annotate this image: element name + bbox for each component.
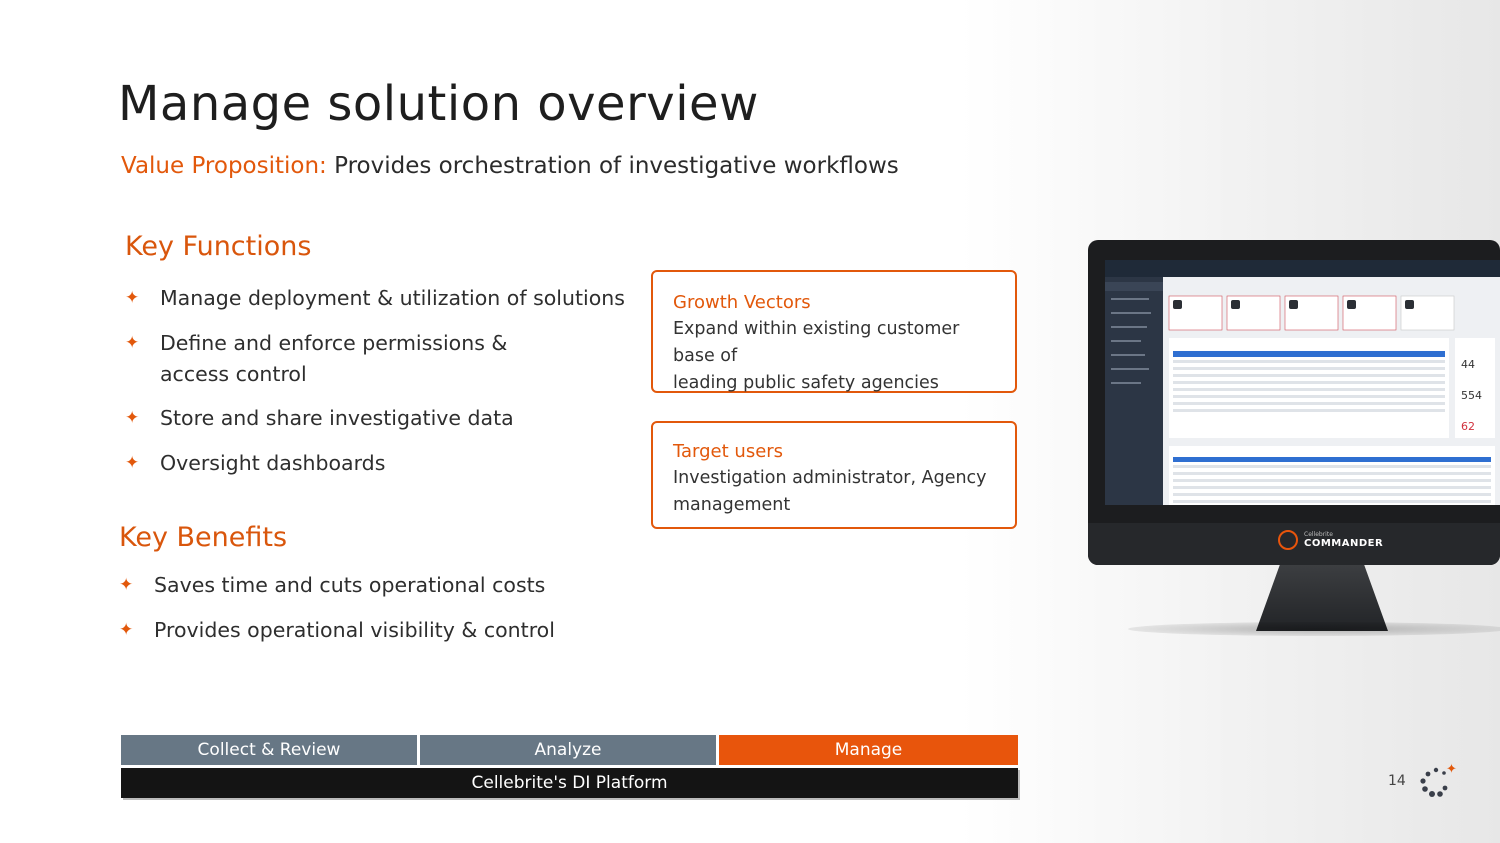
target-users-body — [673, 465, 1003, 519]
value-proposition-label: Value Proposition: — [121, 153, 327, 179]
commander-monitor-illustration — [1088, 240, 1500, 640]
commander-brand-big: COMMANDER — [1304, 538, 1384, 549]
star-bullet-icon: ✦ — [125, 288, 140, 308]
platform-segments — [121, 735, 1018, 765]
target-users-title: Target users — [673, 441, 784, 462]
stat-total-extractions: 554 — [1461, 389, 1482, 402]
star-bullet-icon: ✦ — [125, 408, 140, 428]
value-proposition — [121, 153, 899, 179]
key-function-line: access control — [160, 362, 307, 386]
stat-managed-products: 44 — [1461, 358, 1475, 371]
key-function-text — [160, 328, 507, 390]
commander-logo-icon — [1278, 530, 1298, 550]
key-function-text: Store and share investigative data — [160, 406, 514, 430]
platform-diagram — [121, 735, 1018, 798]
segment-manage: Manage — [719, 735, 1018, 765]
growth-vectors-body — [673, 316, 1003, 397]
key-function-line: Define and enforce permissions & — [160, 331, 508, 355]
key-function-item — [125, 403, 514, 434]
cellebrite-logo-icon — [1414, 760, 1462, 800]
star-bullet-icon: ✦ — [125, 453, 140, 473]
growth-vectors-title: Growth Vectors — [673, 292, 811, 313]
star-bullet-icon: ✦ — [119, 620, 134, 640]
commander-logo — [1278, 530, 1383, 550]
page-number: 14 — [1388, 773, 1406, 789]
key-function-text: Oversight dashboards — [160, 451, 386, 475]
monitor-shadow — [1128, 622, 1500, 636]
growth-vectors-line: leading public safety agencies — [673, 373, 939, 393]
dashboard-screenshot — [1105, 260, 1500, 505]
key-function-text: Manage deployment & utilization of solutions — [160, 286, 625, 310]
target-users-card — [651, 421, 1017, 529]
growth-vectors-line: Expand within existing customer base of — [673, 319, 960, 366]
key-benefit-item — [119, 570, 545, 601]
stat-alerts: 62 — [1461, 420, 1475, 433]
target-users-line: management — [673, 495, 791, 515]
key-function-item — [125, 328, 507, 390]
key-functions-heading: Key Functions — [125, 231, 312, 262]
value-proposition-text: Provides orchestration of investigative workflows — [326, 153, 899, 179]
key-benefits-heading: Key Benefits — [119, 522, 288, 553]
star-bullet-icon: ✦ — [125, 333, 140, 353]
growth-vectors-card — [651, 270, 1017, 393]
key-function-item — [125, 283, 625, 314]
key-benefit-text: Saves time and cuts operational costs — [154, 573, 546, 597]
commander-brand-small: Cellebrite — [1304, 531, 1333, 538]
key-benefit-text: Provides operational visibility & control — [154, 618, 555, 642]
key-benefit-item — [119, 615, 555, 646]
segment-analyze: Analyze — [420, 735, 716, 765]
target-users-line: Investigation administrator, Agency — [673, 468, 987, 488]
slide-title: Manage solution overview — [118, 76, 759, 132]
svg-text:✦: ✦ — [1446, 762, 1457, 777]
monitor-screen — [1105, 260, 1500, 505]
star-bullet-icon: ✦ — [119, 575, 134, 595]
key-function-item — [125, 448, 385, 479]
segment-collect-review: Collect & Review — [121, 735, 417, 765]
commander-logo-text — [1304, 531, 1383, 549]
platform-base: Cellebrite's DI Platform — [121, 768, 1018, 798]
